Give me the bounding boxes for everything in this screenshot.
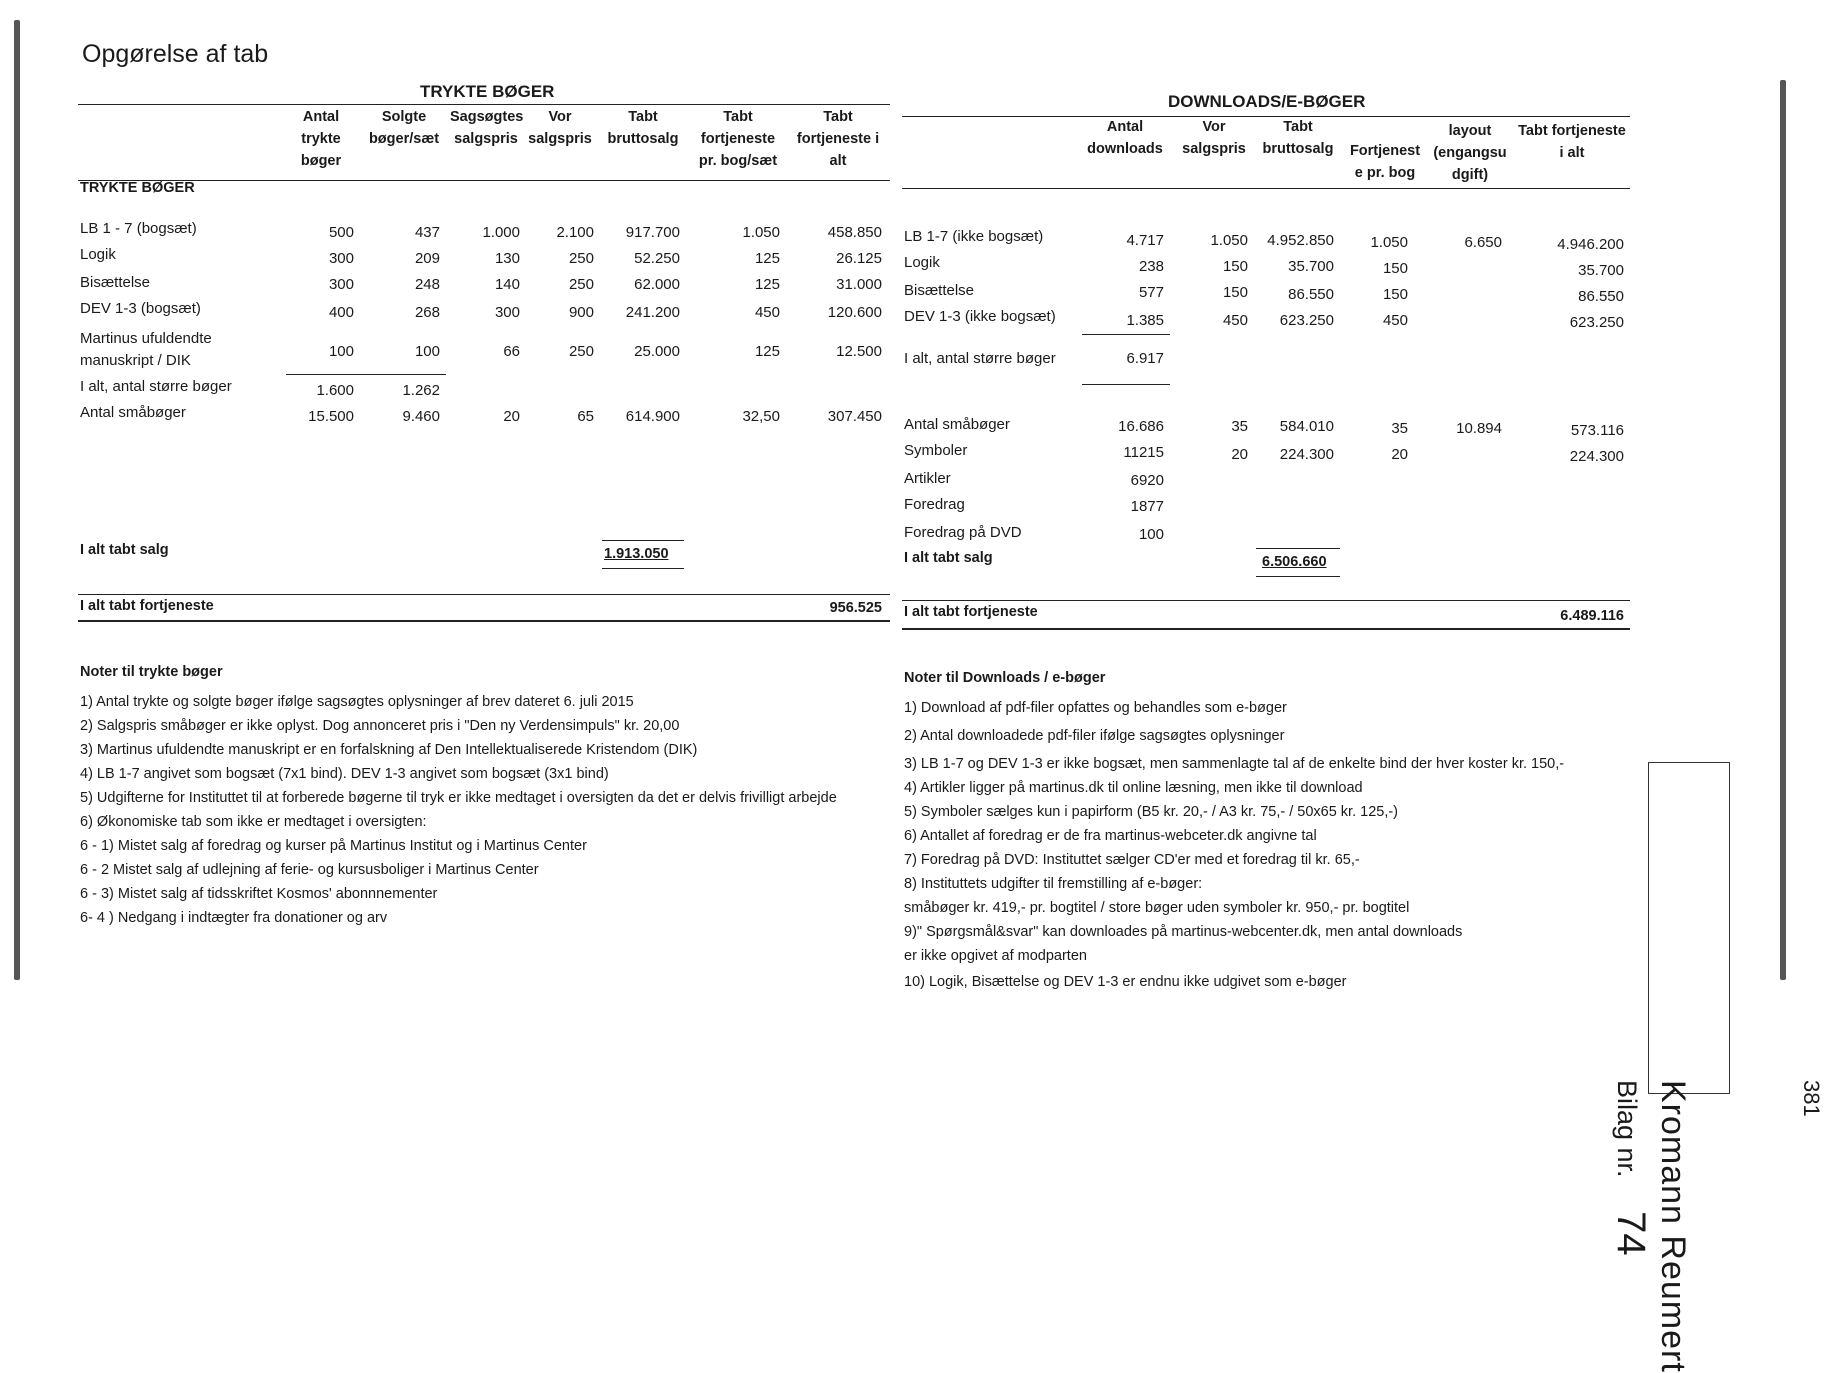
stamp-firm: Kromann Reumert: [1654, 1080, 1692, 1373]
notes-printed-title: Noter til trykte bøger: [80, 664, 223, 680]
downloads-header-layout: layout (engangsu dgift): [1433, 123, 1507, 183]
cell: 900: [568, 304, 594, 321]
cell: 1.050: [742, 224, 780, 241]
note-item: 9)" Spørgsmål&svar" kan downloades på martinus-webcenter.dk, men antal downloads: [904, 924, 1463, 940]
downloads-header-fortj-alt: Tabt fortjeneste i alt: [1518, 123, 1626, 161]
cell: 1.385: [1126, 312, 1164, 329]
page-number: 381: [1799, 1080, 1824, 1117]
cell: 6.917: [1126, 350, 1164, 367]
row-label-line1: Martinus ufuldendte: [80, 330, 212, 347]
stamp-bilag-line: [1608, 1080, 1653, 1373]
cell: 1.000: [482, 224, 520, 241]
cell: 623.250: [1569, 314, 1624, 331]
note-item: 4) LB 1-7 angivet som bogsæt (7x1 bind). DEV 1-3 angivet som bogsæt (3x1 bind): [80, 766, 609, 782]
note-item: 5) Symboler sælges kun i papirform (B5 kr. 20,- / A3 kr. 75,- / 50x65 kr. 125,-): [904, 804, 1399, 820]
cell: 11215: [1123, 444, 1164, 461]
cell: 300: [328, 250, 354, 267]
rule: [602, 568, 684, 569]
printed-header-fortj-pr: Tabt fortjeneste pr. bog/sæt: [698, 109, 778, 169]
printed-group-label: TRYKTE BØGER: [80, 180, 195, 196]
cell: 12.500: [836, 343, 882, 360]
bilag-stamp: [1608, 1080, 1692, 1373]
cell: 224.300: [1569, 448, 1624, 465]
cell: 10.894: [1456, 420, 1502, 437]
stamp-bilag-label: Bilag nr.: [1612, 1080, 1642, 1178]
note-item: er ikke opgivet af modparten: [904, 948, 1087, 964]
cell: 4.952.850: [1267, 232, 1334, 249]
cell: 224.300: [1279, 446, 1334, 463]
cell: 1.050: [1370, 234, 1408, 251]
note-item: 2) Salgspris småbøger er ikke oplyst. Dog annonceret pris i "Den ny Verdensimpuls" kr. 20,00: [80, 718, 680, 734]
cell: 150: [1222, 258, 1248, 275]
cell: 86.550: [1578, 288, 1624, 305]
cell: 450: [1222, 312, 1248, 329]
row-label: LB 1-7 (ikke bogsæt): [904, 228, 1044, 245]
cell: 623.250: [1279, 312, 1334, 329]
cell: 86.550: [1288, 286, 1334, 303]
cell: 2.100: [556, 224, 594, 241]
cell: 209: [414, 250, 440, 267]
cell: 65: [577, 408, 594, 425]
cell: 100: [414, 343, 440, 360]
downloads-header-antal: Antal downloads: [1087, 119, 1163, 157]
total-sales-value: 1.913.050: [604, 546, 669, 562]
cell: 125: [754, 250, 780, 267]
note-item: 6 - 3) Mistet salg af tidsskriftet Kosmos' abonnnementer: [80, 886, 438, 902]
row-label: DEV 1-3 (bogsæt): [80, 300, 201, 317]
cell: 150: [1382, 260, 1408, 277]
printed-subtotal-rule: [286, 374, 446, 375]
cell: 66: [503, 343, 520, 360]
note-item: 8) Instituttets udgifter til fremstilling af e-bøger:: [904, 876, 1203, 892]
cell: 458.850: [827, 224, 882, 241]
downloads-total-bottom-rule: [902, 628, 1630, 630]
cell: 248: [414, 276, 440, 293]
cell: 35: [1391, 420, 1408, 437]
cell: 1.262: [402, 382, 440, 399]
row-label: Antal småbøger: [80, 404, 186, 421]
row-label: Logik: [80, 246, 116, 263]
note-item: 2) Antal downloadede pdf-filer ifølge sagsøgtes oplysninger: [904, 728, 1285, 744]
row-label: Bisættelse: [80, 274, 151, 291]
cell: 62.000: [634, 276, 680, 293]
cell: 614.900: [625, 408, 680, 425]
total-sales-label: I alt tabt salg: [80, 542, 169, 558]
row-label: Logik: [904, 254, 940, 271]
cell: 52.250: [634, 250, 680, 267]
printed-header-rule: [78, 180, 890, 181]
cell: 20: [1231, 446, 1248, 463]
downloads-section-title: DOWNLOADS/E-BØGER: [1168, 92, 1366, 111]
note-item: 5) Udgifterne for Instituttet til at forberede bøgerne til tryk er ikke medtaget i oversigten da det er delvis frivilligt arbejde: [80, 790, 837, 806]
printed-header-fortj-alt: Tabt fortjeneste i alt: [796, 109, 880, 169]
total-sales-label: I alt tabt salg: [904, 550, 993, 566]
note-item: 7) Foredrag på DVD: Instituttet sælger CD'er med et foredrag til kr. 65,-: [904, 852, 1360, 868]
cell: 4.946.200: [1557, 236, 1624, 253]
downloads-header-brutto: Tabt bruttosalg: [1262, 119, 1334, 157]
total-profit-label: I alt tabt fortjeneste: [904, 604, 1038, 620]
printed-header-bruttosalg: Tabt bruttosalg: [607, 109, 679, 147]
row-label: Bisættelse: [904, 282, 975, 299]
cell: 16.686: [1118, 418, 1164, 435]
row-label: I alt, antal større bøger: [904, 350, 1056, 367]
row-label-line2: manuskript / DIK: [80, 352, 191, 369]
cell: 120.600: [827, 304, 882, 321]
rule: [1256, 548, 1340, 549]
note-item: 6) Økonomiske tab som ikke er medtaget i oversigten:: [80, 814, 427, 830]
printed-section-title: TRYKTE BØGER: [420, 82, 555, 101]
total-profit-value: 6.489.116: [1560, 608, 1624, 624]
total-sales-value: 6.506.660: [1262, 554, 1327, 570]
cell: 130: [494, 250, 520, 267]
printed-total-top-rule: [78, 594, 890, 595]
row-label: LB 1 - 7 (bogsæt): [80, 220, 197, 237]
printed-top-rule: [78, 104, 890, 105]
row-label: Symboler: [904, 442, 968, 459]
cell: 26.125: [836, 250, 882, 267]
cell: 4.717: [1126, 232, 1164, 249]
printed-header-sagsoegtes: Sagsøgtes salgspris: [450, 109, 524, 147]
total-profit-value: 956.525: [829, 600, 882, 616]
cell: 450: [1382, 312, 1408, 329]
cell: 125: [754, 276, 780, 293]
printed-total-bottom-rule: [78, 620, 890, 622]
note-item: 3) LB 1-7 og DEV 1-3 er ikke bogsæt, men sammenlagte tal af de enkelte bind der hver koster kr. 150,-: [904, 756, 1565, 772]
cell: 15.500: [308, 408, 354, 425]
page-title: Opgørelse af tab: [82, 40, 269, 68]
cell: 917.700: [625, 224, 680, 241]
cell: 584.010: [1279, 418, 1334, 435]
cell: 25.000: [634, 343, 680, 360]
notes-downloads-title: Noter til Downloads / e-bøger: [904, 670, 1106, 686]
cell: 1.600: [316, 382, 354, 399]
cell: 150: [1222, 284, 1248, 301]
cell: 35.700: [1578, 262, 1624, 279]
row-label: Foredrag på DVD: [904, 524, 1022, 541]
printed-header-solgte: Solgte bøger/sæt: [368, 109, 440, 147]
row-label: I alt, antal større bøger: [80, 378, 232, 395]
note-item: 3) Martinus ufuldendte manuskript er en forfalskning af Den Intellektualiserede Kristendom (DIK): [80, 742, 698, 758]
note-item: 1) Download af pdf-filer opfattes og behandles som e-bøger: [904, 700, 1287, 716]
cell: 450: [754, 304, 780, 321]
rule: [1256, 576, 1340, 577]
cell: 573.116: [1570, 422, 1624, 439]
row-label: DEV 1-3 (ikke bogsæt): [904, 308, 1056, 325]
bilag-stamp-frame: [1648, 762, 1730, 1094]
cell: 250: [568, 276, 594, 293]
row-label: Foredrag: [904, 496, 965, 513]
cell: 307.450: [827, 408, 882, 425]
cell: 31.000: [836, 276, 882, 293]
cell: 500: [328, 224, 354, 241]
downloads-header-vor: Vor salgspris: [1182, 119, 1246, 157]
row-label: Antal småbøger: [904, 416, 1010, 433]
total-profit-label: I alt tabt fortjeneste: [80, 598, 214, 614]
cell: 100: [1138, 526, 1164, 543]
cell: 250: [568, 343, 594, 360]
downloads-total-top-rule: [902, 600, 1630, 601]
note-item: 4) Artikler ligger på martinus.dk til online læsning, men ikke til download: [904, 780, 1363, 796]
cell: 140: [494, 276, 520, 293]
printed-header-vor: Vor salgspris: [528, 109, 592, 147]
downloads-header-fortj: Fortjenest e pr. bog: [1349, 143, 1421, 181]
stamp-number: 74: [1609, 1211, 1653, 1256]
cell: 1877: [1130, 498, 1164, 515]
cell: 35.700: [1288, 258, 1334, 275]
cell: 300: [328, 276, 354, 293]
downloads-header-rule: [902, 188, 1630, 189]
cell: 238: [1138, 258, 1164, 275]
cell: 268: [414, 304, 440, 321]
note-item: 1) Antal trykte og solgte bøger ifølge sagsøgtes oplysninger af brev dateret 6. juli 2015: [80, 694, 634, 710]
note-item: 6 - 2 Mistet salg af udlejning af ferie- og kursusboliger i Martinus Center: [80, 862, 539, 878]
scan-edge-left: [14, 20, 20, 980]
note-item: 6) Antallet af foredrag er de fra martinus-webceter.dk angivne tal: [904, 828, 1317, 844]
cell: 241.200: [625, 304, 680, 321]
cell: 20: [1391, 446, 1408, 463]
cell: 9.460: [402, 408, 440, 425]
scan-edge-right: [1780, 80, 1786, 980]
rule: [602, 540, 684, 541]
cell: 577: [1138, 284, 1164, 301]
cell: 150: [1382, 286, 1408, 303]
printed-header-antal: Antal trykte bøger: [300, 109, 342, 169]
note-item: småbøger kr. 419,- pr. bogtitel / store bøger uden symboler kr. 950,- pr. bogtitel: [904, 900, 1410, 916]
note-item: 10) Logik, Bisættelse og DEV 1-3 er endnu ikke udgivet som e-bøger: [904, 974, 1347, 990]
cell: 20: [503, 408, 520, 425]
cell: 35: [1231, 418, 1248, 435]
note-item: 6- 4 ) Nedgang i indtægter fra donationer og arv: [80, 910, 388, 926]
cell: 300: [494, 304, 520, 321]
cell: 6.650: [1464, 234, 1502, 251]
downloads-subtotal-rule: [1082, 334, 1170, 335]
downloads-subtotal-rule2: [1082, 384, 1170, 385]
cell: 6920: [1130, 472, 1164, 489]
cell: 250: [568, 250, 594, 267]
cell: 437: [414, 224, 440, 241]
note-item: 6 - 1) Mistet salg af foredrag og kurser på Martinus Institut og i Martinus Center: [80, 838, 587, 854]
cell: 32,50: [742, 408, 780, 425]
cell: 100: [328, 343, 354, 360]
cell: 400: [328, 304, 354, 321]
row-label: Artikler: [904, 470, 951, 487]
cell: 1.050: [1210, 232, 1248, 249]
cell: 125: [754, 343, 780, 360]
